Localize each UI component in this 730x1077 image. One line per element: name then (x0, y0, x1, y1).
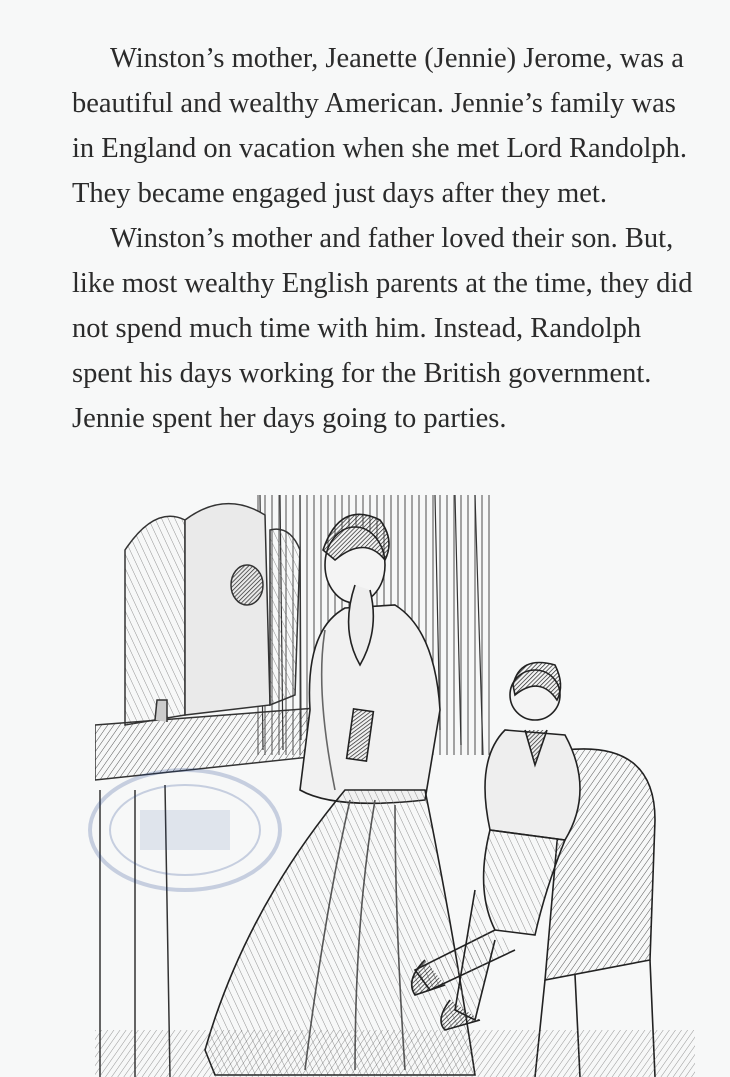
watermark-stamp-icon (80, 760, 290, 900)
paragraph-2: Winston’s mother and father loved their son. But, like most wealthy English parents at the time, they did not spend much time with him. Instead, Randolph spent his days working for the British government. Jennie spent her days going to parties. (72, 223, 693, 434)
body-text (72, 36, 702, 441)
floor-shading (95, 1030, 695, 1077)
paragraph-1: Winston’s mother, Jeanette (Jennie) Jerome, was a beautiful and wealthy American. Jennie’s family was in England on vacation when she met Lord Randolph. They became engaged just days after they met. (72, 43, 687, 209)
